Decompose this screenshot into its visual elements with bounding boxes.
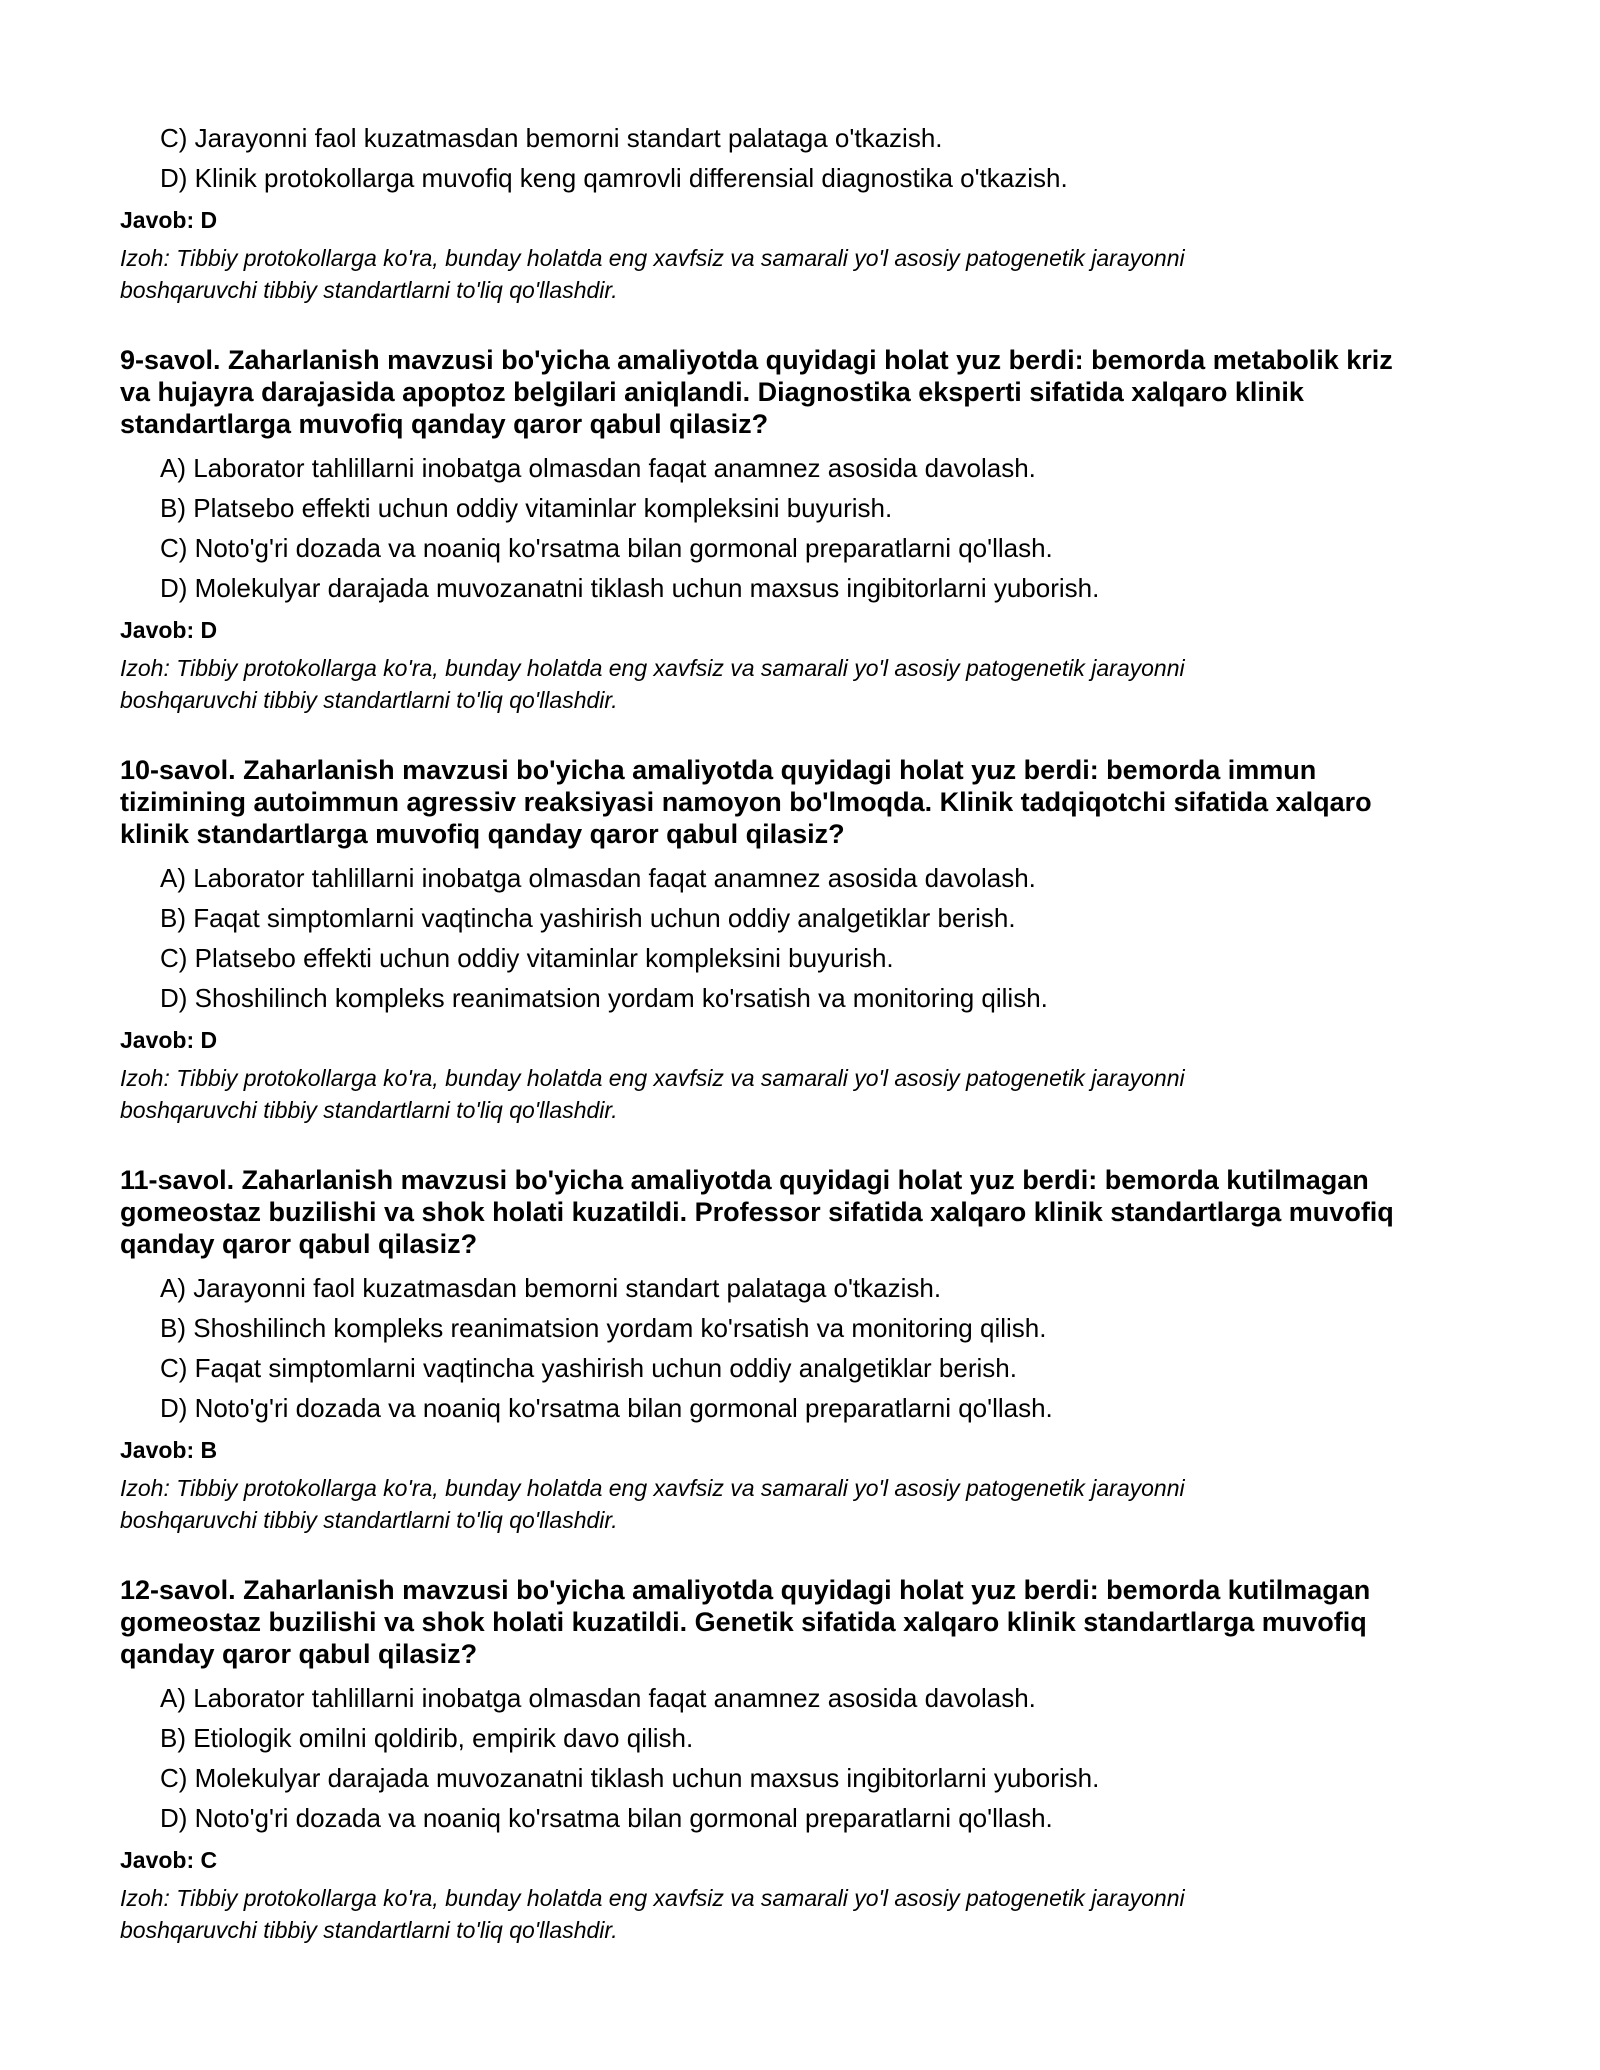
explanation-line: Izoh: Tibbiy protokollarga ko'ra, bunday holatda eng xavfsiz va samarali yo'l asosiy patogenetik jarayonni: [120, 1885, 1185, 1911]
options-list: [120, 1268, 1500, 1428]
option-a: A) Laborator tahlillarni inobatga olmasdan faqat anamnez asosida davolash.: [160, 1683, 1036, 1713]
explanation-line: Izoh: Tibbiy protokollarga ko'ra, bunday holatda eng xavfsiz va samarali yo'l asosiy patogenetik jarayonni: [120, 245, 1185, 271]
question-line: gomeostaz buzilishi va shok holati kuzatildi. Professor sifatida xalqaro klinik standartlarga muvofiq: [120, 1197, 1394, 1227]
explanation-line: boshqaruvchi tibbiy standartlarni to'liq qo'llashdir.: [120, 1507, 618, 1533]
option-d: D) Klinik protokollarga muvofiq keng qamrovli differensial diagnostika o'tkazish.: [160, 163, 1068, 193]
answer: Javob: D: [120, 617, 218, 643]
option-a: A) Laborator tahlillarni inobatga olmasdan faqat anamnez asosida davolash.: [160, 863, 1036, 893]
question-text: [120, 344, 1500, 440]
question-line: gomeostaz buzilishi va shok holati kuzatildi. Genetik sifatida xalqaro klinik standartlarga muvofiq: [120, 1607, 1367, 1637]
question-10: [120, 754, 1500, 1126]
document-page: [120, 118, 1500, 1946]
option-d: D) Noto'g'ri dozada va noaniq ko'rsatma bilan gormonal preparatlarni qo'llash.: [160, 1393, 1053, 1423]
explanation-line: boshqaruvchi tibbiy standartlarni to'liq qo'llashdir.: [120, 687, 618, 713]
option-a: A) Laborator tahlillarni inobatga olmasdan faqat anamnez asosida davolash.: [160, 453, 1036, 483]
option-d: D) Noto'g'ri dozada va noaniq ko'rsatma bilan gormonal preparatlarni qo'llash.: [160, 1803, 1053, 1833]
continued-question: [120, 118, 1500, 306]
options-list: [120, 448, 1500, 608]
explanation-line: boshqaruvchi tibbiy standartlarni to'liq qo'llashdir.: [120, 1097, 618, 1123]
option-c: C) Jarayonni faol kuzatmasdan bemorni standart palataga o'tkazish.: [160, 123, 943, 153]
explanation-note: [120, 242, 1500, 306]
explanation-note: [120, 1882, 1500, 1946]
option-b: B) Shoshilinch kompleks reanimatsion yordam ko'rsatish va monitoring qilish.: [160, 1313, 1047, 1343]
option-c: C) Faqat simptomlarni vaqtincha yashirish uchun oddiy analgetiklar berish.: [160, 1353, 1017, 1383]
answer: Javob: B: [120, 1437, 218, 1463]
option-d: D) Molekulyar darajada muvozanatni tiklash uchun maxsus ingibitorlarni yuborish.: [160, 573, 1100, 603]
option-a: A) Jarayonni faol kuzatmasdan bemorni standart palataga o'tkazish.: [160, 1273, 942, 1303]
option-c: C) Noto'g'ri dozada va noaniq ko'rsatma bilan gormonal preparatlarni qo'llash.: [160, 533, 1053, 563]
question-line: 11-savol. Zaharlanish mavzusi bo'yicha amaliyotda quyidagi holat yuz berdi: bemorda kutilmagan: [120, 1165, 1369, 1195]
question-line: 12-savol. Zaharlanish mavzusi bo'yicha amaliyotda quyidagi holat yuz berdi: bemorda kutilmagan: [120, 1575, 1371, 1605]
question-text: [120, 1574, 1500, 1670]
explanation-note: [120, 1472, 1500, 1536]
answer: Javob: D: [120, 207, 218, 233]
question-line: tizimining autoimmun agressiv reaksiyasi namoyon bo'lmoqda. Klinik tadqiqotchi sifatida xalqaro: [120, 787, 1372, 817]
options-list: [120, 118, 1500, 198]
explanation-line: boshqaruvchi tibbiy standartlarni to'liq qo'llashdir.: [120, 1917, 618, 1943]
question-line: qanday qaror qabul qilasiz?: [120, 1229, 478, 1259]
option-b: B) Etiologik omilni qoldirib, empirik davo qilish.: [160, 1723, 694, 1753]
answer: Javob: D: [120, 1027, 218, 1053]
explanation-note: [120, 1062, 1500, 1126]
question-line: standartlarga muvofiq qanday qaror qabul qilasiz?: [120, 409, 769, 439]
question-line: 9-savol. Zaharlanish mavzusi bo'yicha amaliyotda quyidagi holat yuz berdi: bemorda metabolik kriz: [120, 345, 1393, 375]
option-d: D) Shoshilinch kompleks reanimatsion yordam ko'rsatish va monitoring qilish.: [160, 983, 1048, 1013]
question-text: [120, 1164, 1500, 1260]
question-12: [120, 1574, 1500, 1946]
explanation-line: boshqaruvchi tibbiy standartlarni to'liq qo'llashdir.: [120, 277, 618, 303]
question-line: 10-savol. Zaharlanish mavzusi bo'yicha amaliyotda quyidagi holat yuz berdi: bemorda immun: [120, 755, 1317, 785]
explanation-note: [120, 652, 1500, 716]
question-line: va hujayra darajasida apoptoz belgilari aniqlandi. Diagnostika eksperti sifatida xalqaro klinik: [120, 377, 1304, 407]
question-text: [120, 754, 1500, 850]
options-list: [120, 1678, 1500, 1838]
question-11: [120, 1164, 1500, 1536]
explanation-line: Izoh: Tibbiy protokollarga ko'ra, bunday holatda eng xavfsiz va samarali yo'l asosiy patogenetik jarayonni: [120, 655, 1185, 681]
explanation-line: Izoh: Tibbiy protokollarga ko'ra, bunday holatda eng xavfsiz va samarali yo'l asosiy patogenetik jarayonni: [120, 1475, 1185, 1501]
question-line: klinik standartlarga muvofiq qanday qaror qabul qilasiz?: [120, 819, 845, 849]
options-list: [120, 858, 1500, 1018]
option-b: B) Platsebo effekti uchun oddiy vitaminlar kompleksini buyurish.: [160, 493, 893, 523]
answer: Javob: C: [120, 1847, 218, 1873]
question-9: [120, 344, 1500, 716]
option-c: C) Platsebo effekti uchun oddiy vitaminlar kompleksini buyurish.: [160, 943, 894, 973]
option-b: B) Faqat simptomlarni vaqtincha yashirish uchun oddiy analgetiklar berish.: [160, 903, 1016, 933]
explanation-line: Izoh: Tibbiy protokollarga ko'ra, bunday holatda eng xavfsiz va samarali yo'l asosiy patogenetik jarayonni: [120, 1065, 1185, 1091]
question-line: qanday qaror qabul qilasiz?: [120, 1639, 478, 1669]
option-c: C) Molekulyar darajada muvozanatni tiklash uchun maxsus ingibitorlarni yuborish.: [160, 1763, 1100, 1793]
